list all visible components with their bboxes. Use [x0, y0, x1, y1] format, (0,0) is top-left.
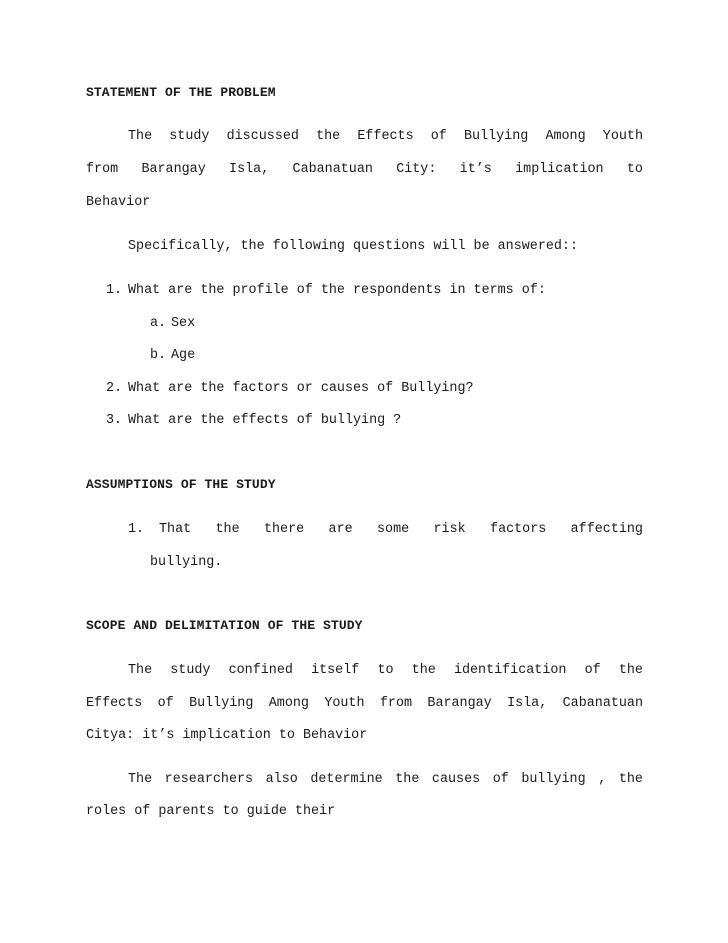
word: determine [310, 772, 383, 787]
word: affecting [570, 522, 643, 537]
scope-paragraph2-line-1 [128, 772, 643, 788]
sublist-item-text: Age [171, 348, 196, 363]
word: That [159, 522, 192, 537]
list-number: 1. [106, 283, 123, 298]
word: Among [268, 696, 309, 711]
word: Isla, [507, 696, 548, 711]
word: from [86, 162, 119, 177]
word: Bullying [464, 129, 529, 144]
word: Among [545, 129, 586, 144]
list-number: 1. [128, 522, 145, 537]
word: researchers [164, 772, 254, 787]
heading-assumptions: ASSUMPTIONS OF THE STUDY [86, 477, 276, 492]
problem-paragraph-line-2 [86, 162, 643, 178]
scope-paragraph-line-2 [86, 696, 643, 712]
word: are [328, 522, 353, 537]
word: itself [311, 663, 360, 678]
word: City: [396, 162, 437, 177]
word: Youth [324, 696, 365, 711]
list-number: 2. [106, 381, 123, 396]
word: the [395, 772, 420, 787]
heading-statement-of-problem: STATEMENT OF THE PROBLEM [86, 85, 276, 100]
word: Youth [602, 129, 643, 144]
word: study [170, 663, 211, 678]
word: , [598, 772, 607, 787]
word: Barangay [427, 696, 492, 711]
word: the [618, 772, 643, 787]
word: causes [431, 772, 481, 787]
heading-scope-delimitation: SCOPE AND DELIMITATION OF THE STUDY [86, 618, 363, 633]
problem-specifically-paragraph: Specifically, the following questions will be answered:: [128, 239, 578, 254]
word: Cabanatuan [562, 696, 643, 711]
word: the [215, 522, 240, 537]
list-item-text: What are the profile of the respondents in terms of: [128, 283, 546, 298]
word: risk [433, 522, 466, 537]
list-item-text: What are the effects of bullying ? [128, 413, 402, 428]
problem-paragraph-line-3: Behavior [86, 195, 151, 210]
word: to [377, 663, 394, 678]
problem-paragraph-line-1 [128, 129, 643, 145]
assumption-line-1 [159, 522, 643, 538]
scope-paragraph2-line-2: roles of parents to guide their [86, 804, 336, 819]
word: bullying [521, 772, 586, 787]
sublist-item-text: Sex [171, 316, 196, 331]
list-number: 3. [106, 413, 123, 428]
word: of [584, 663, 601, 678]
word: the [316, 129, 341, 144]
word: study [169, 129, 210, 144]
word: confined [228, 663, 293, 678]
list-item-text: What are the factors or causes of Bullying? [128, 381, 474, 396]
word: Effects [86, 696, 143, 711]
scope-paragraph-line-3: Citya: it’s implication to Behavior [86, 728, 368, 743]
word: to [626, 162, 643, 177]
word: the [411, 663, 436, 678]
word: Bullying [189, 696, 254, 711]
word: The [128, 129, 153, 144]
sublist-letter: a. [150, 316, 167, 331]
word: The [128, 663, 153, 678]
word: also [265, 772, 298, 787]
word: there [263, 522, 305, 537]
word: of [430, 129, 447, 144]
word: from [379, 696, 413, 711]
assumption-line-2: bullying. [150, 555, 223, 570]
word: Cabanatuan [292, 162, 373, 177]
word: of [492, 772, 509, 787]
word: identification [453, 663, 567, 678]
word: discussed [226, 129, 299, 144]
word: the [618, 663, 643, 678]
word: some [377, 522, 410, 537]
word: Isla, [229, 162, 270, 177]
word: Effects [357, 129, 414, 144]
word: of [157, 696, 174, 711]
word: implication [515, 162, 604, 177]
scope-paragraph-line-1 [128, 663, 643, 679]
word: Barangay [141, 162, 206, 177]
word: The [128, 772, 153, 787]
sublist-letter: b. [150, 348, 167, 363]
word: factors [490, 522, 547, 537]
word: it’s [459, 162, 492, 177]
